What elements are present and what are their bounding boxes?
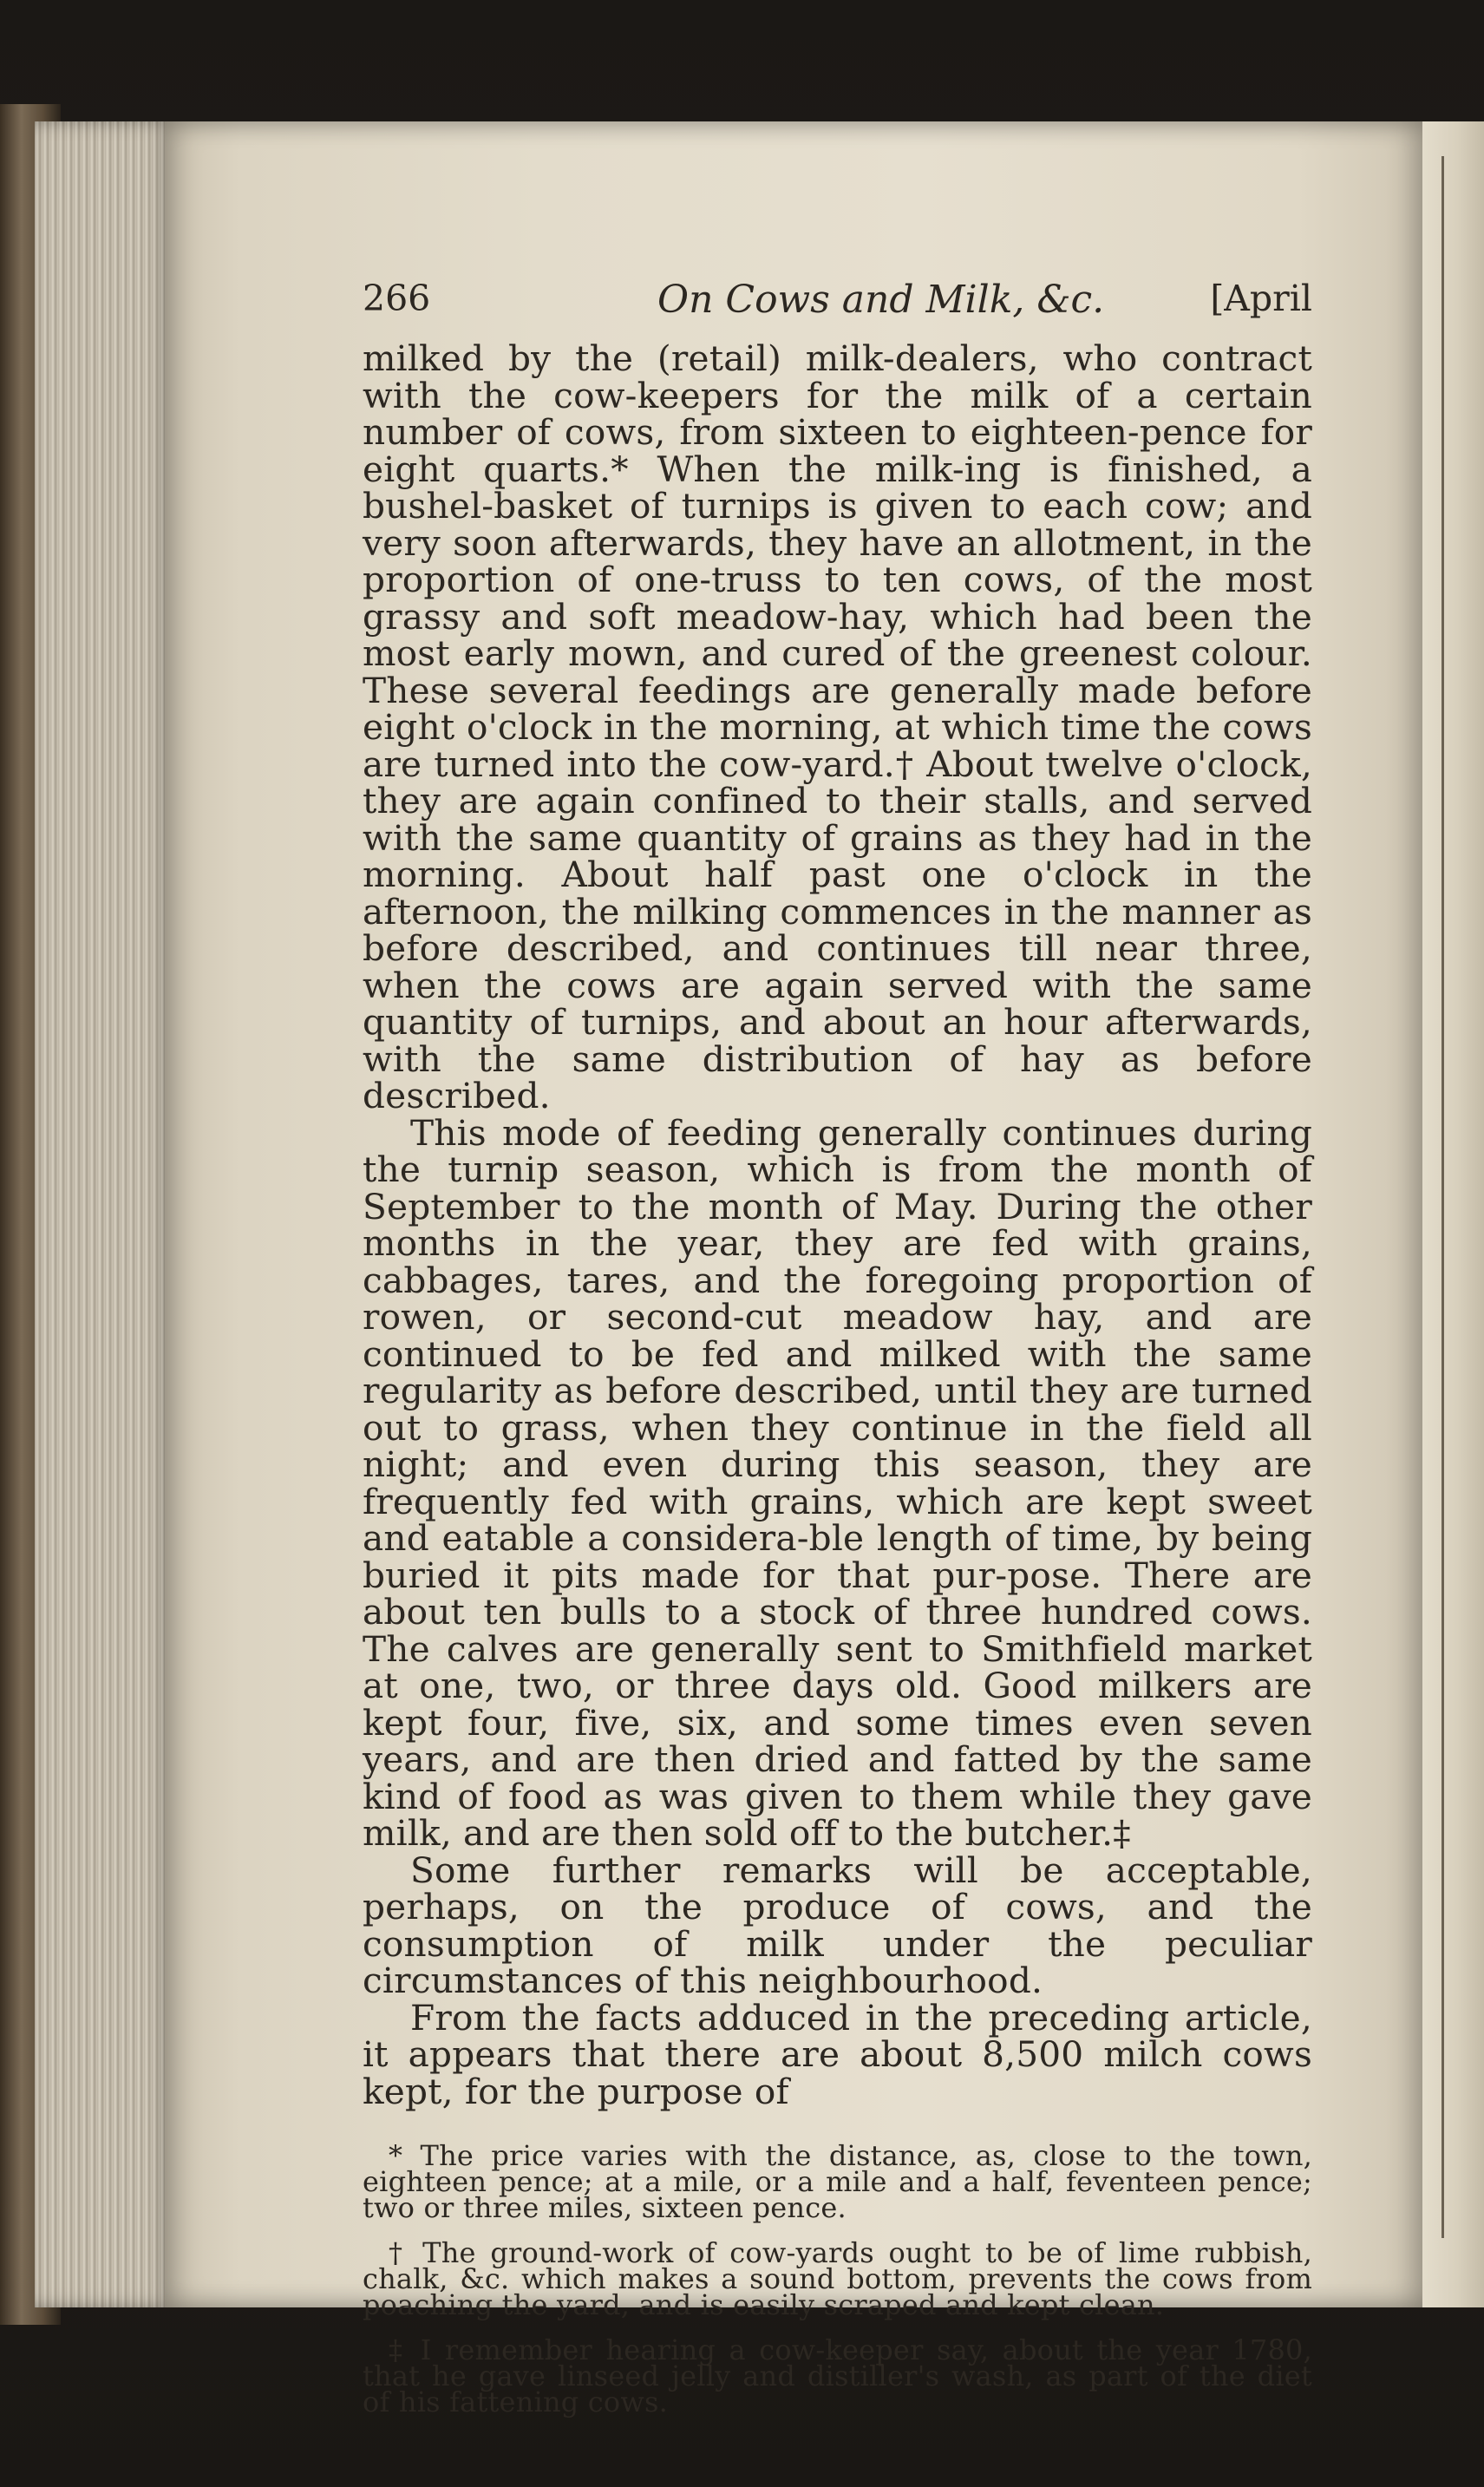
footnote: ‡ I remember hearing a cow-keeper say, about the year 1780, that he gave linseed jelly and distiller's wash, as part of the diet of his fattening cows. [363,2333,1312,2418]
text-block [363,278,1312,2434]
running-head [363,278,1312,340]
footnote: * The price varies with the distance, as, close to the town, eighteen pence; at a mile, or a mile and a half, feventeen pence; two or three miles, sixteen pence. [363,2139,1312,2224]
body-text [363,337,1312,2112]
paragraph: Some further remarks will be acceptable, perhaps, on the produce of cows, and the consumption of milk under the peculiar circumstances of this neighbourhood. [363,1849,1312,2001]
page-stack-edge [35,121,173,2307]
paragraph: This mode of feeding generally continues during the turnip season, which is from the month of September to the month of May. During the other months in the year, they are fed with grains, cabbages, tares, and the foregoing proportion of rowen, or second-cut meadow hay, and are continued to be fed and milked with the same regularity as before described, until they are turned out to grass, when they continue in the field all night; and even during this season, they are frequently fed with grains, which are kept sweet and eatable a considera-ble length of time, by being buried it pits made for that pur-pose. There are about ten bulls to a stock of three hundred cows. The calves are generally sent to Smithfield market at one, two, or three days old. Good milkers are kept four, five, six, and some times even seven years, and are then dried and fatted by the same kind of food as was given to them while they gave milk, and are then sold off to the butcher.‡ [363,1111,1312,1854]
running-title: On Cows and Milk, &c. [657,278,1105,322]
footnotes [363,2139,1312,2418]
footnote: † The ground-work of cow-yards ought to be of lime rubbish, chalk, &c. which makes a sound bottom, prevents the cows from poaching the yard, and is easily scraped and kept clean. [363,2236,1312,2321]
page-number: 266 [363,278,431,319]
facing-page-edge [1422,121,1484,2307]
paragraph: milked by the (retail) milk-dealers, who contract with the cow-keepers for the milk of a certain number of cows, from sixteen to eighteen-pence for eight quarts.* When the milk-ing is finished, a bushel-basket of turnips is given to each cow; and very soon afterwards, they have an allotment, in the proportion of one-truss to ten cows, of the most grassy and soft meadow-hay, which had been the most early mown, and cured of the greenest colour. These several feedings are generally made before eight o'clock in the morning, at which time the cows are turned into the cow-yard.† About twelve o'clock, they are again confined to their stalls, and served with the same quantity of grains as they had in the morning. About half past one o'clock in the afternoon, the milking commences in the manner as before described, and continues till near three, when the cows are again served with the same quantity of turnips, and about an hour afterwards, with the same distribution of hay as before described. [363,337,1312,1116]
running-month: [April [1210,278,1312,319]
paragraph: From the facts adduced in the preceding article, it appears that there are about 8,500 milch cows kept, for the purpose of [363,1996,1312,2112]
